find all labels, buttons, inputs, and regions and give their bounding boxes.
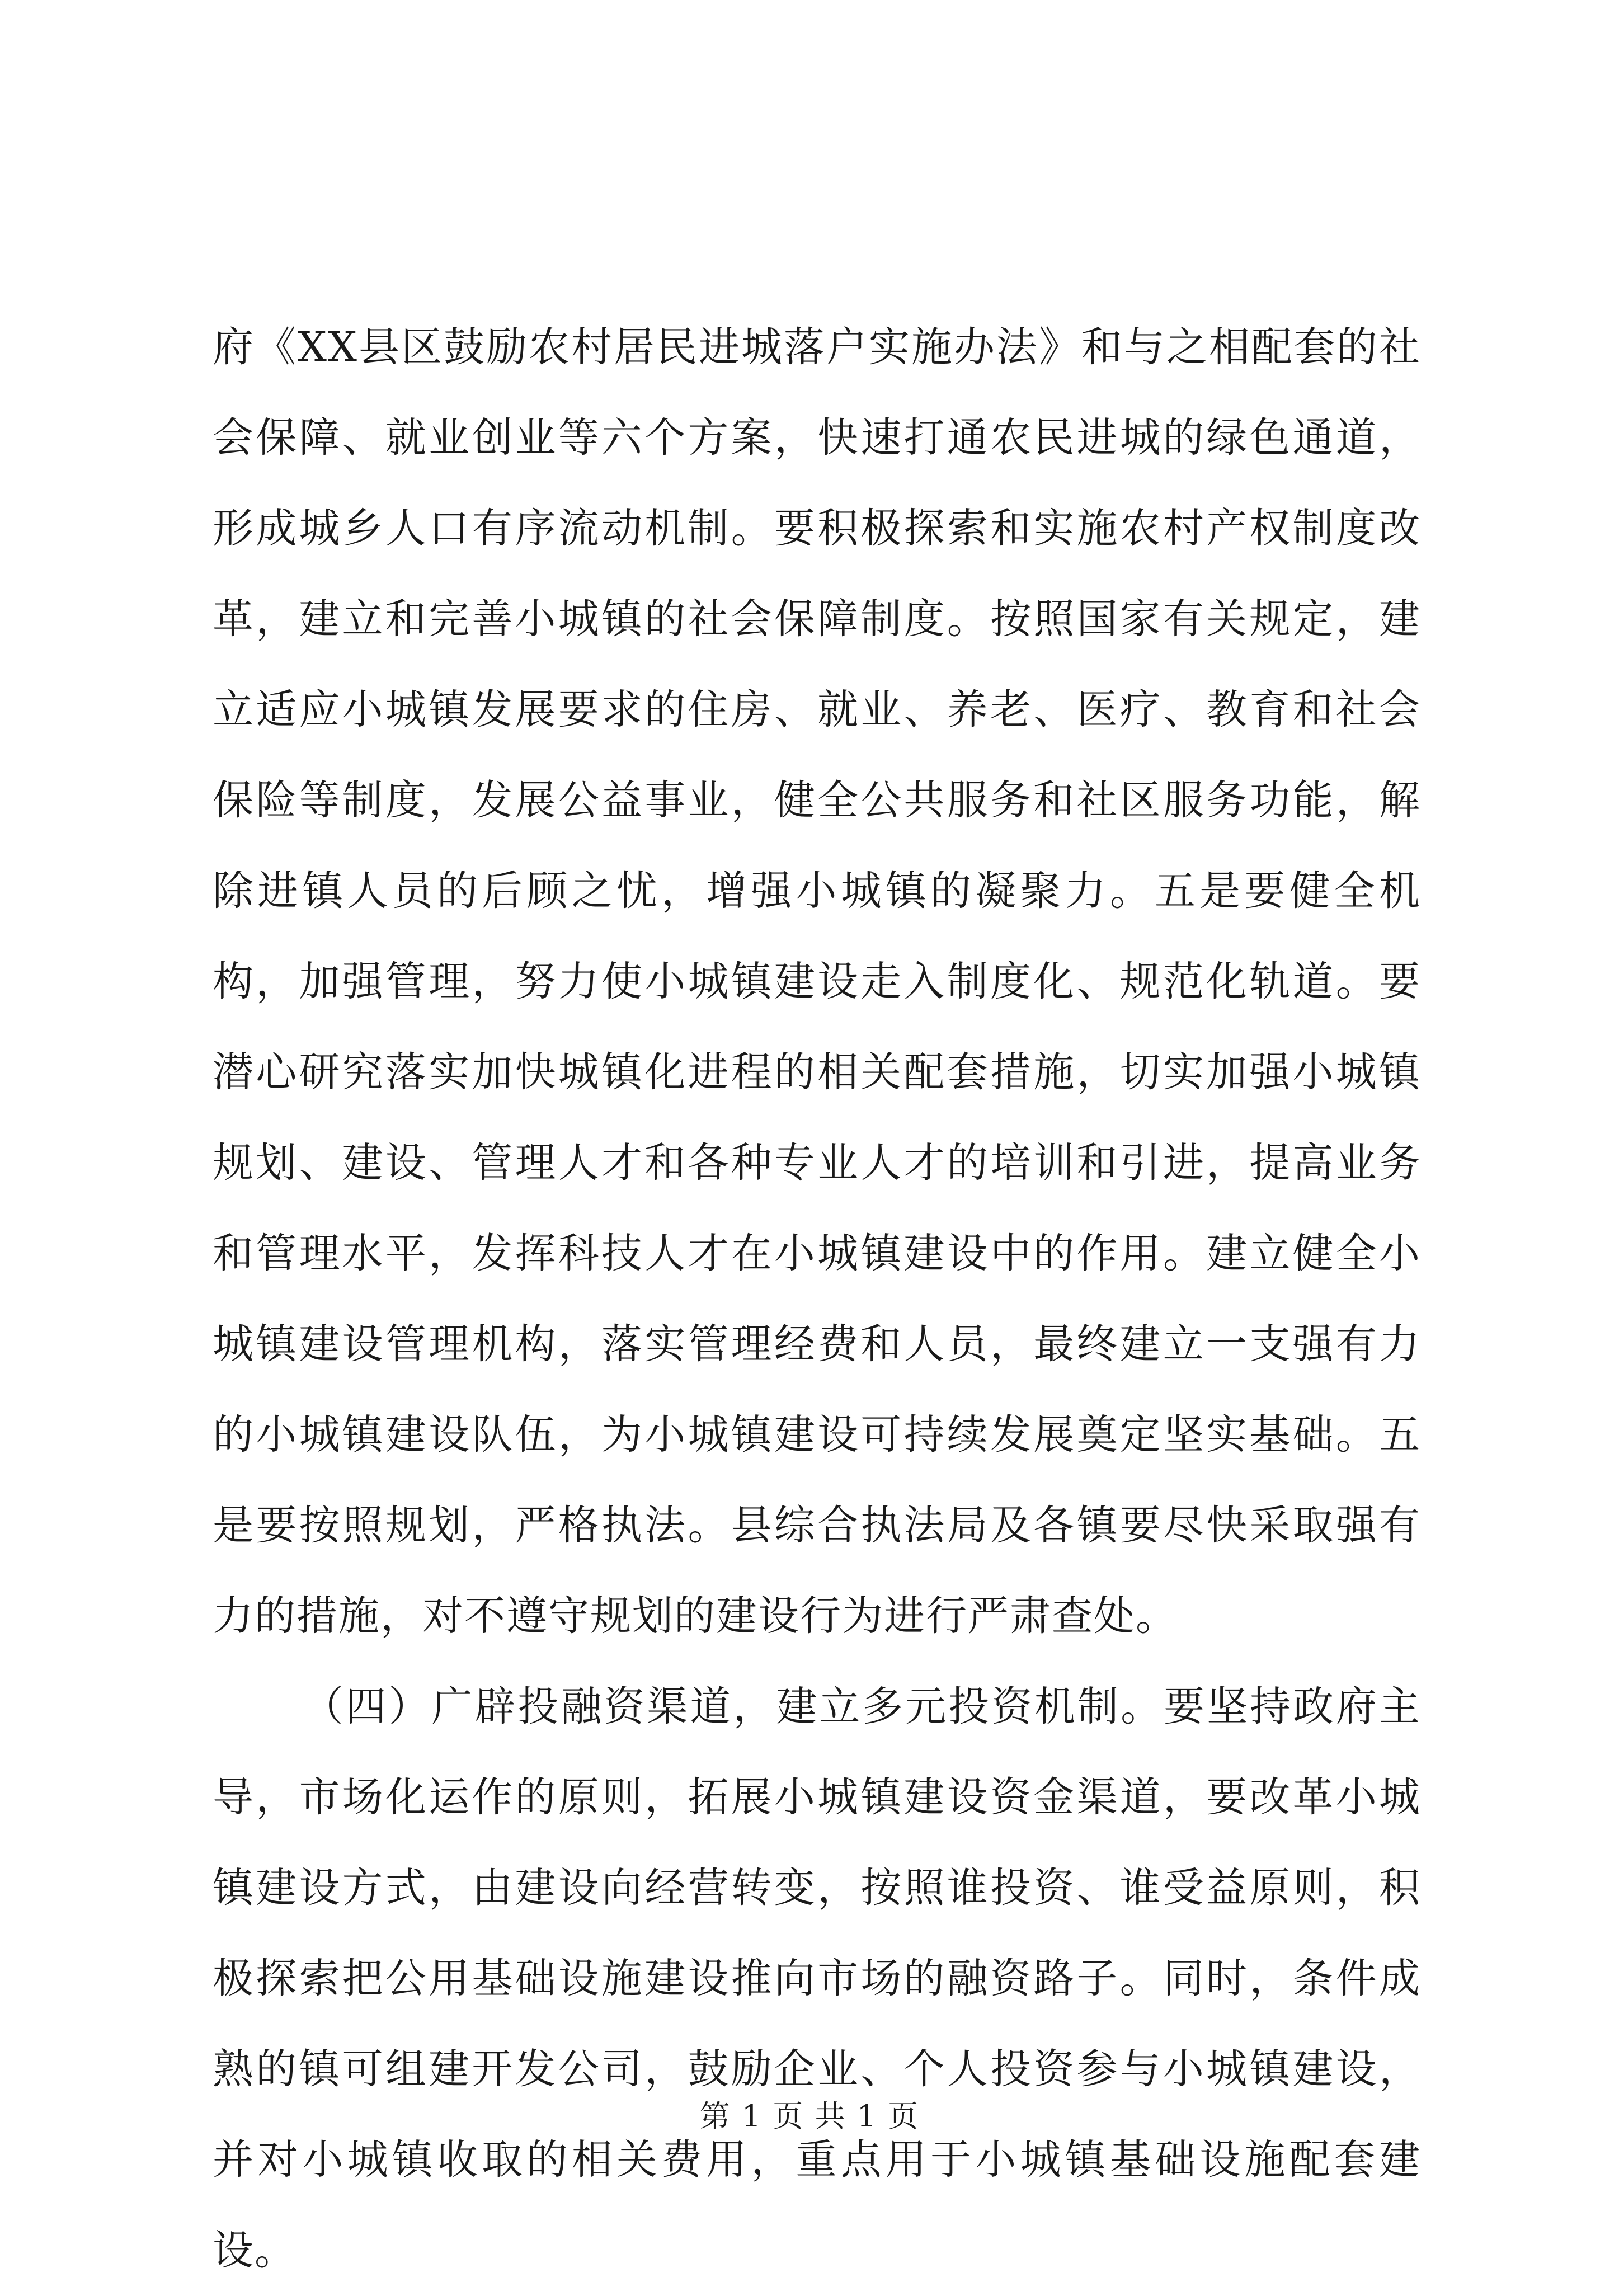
paragraph-section-four: （四）广辟投融资渠道，建立多元投资机制。要坚持政府主导，市场化运作的原则，拓展小城镇建设资金渠道，要改革小城镇建设方式，由建设向经营转变，按照谁投资、谁受益原则，积极探索把公用基础设施建设推向市场的融资路子。同时，条件成熟的镇可组建开发公司，鼓励企业、个人投资参与小城镇建设，并对小城镇收取的相关费用，重点用于小城镇基础设施配套建设。 xyxy=(213,1683,1421,2274)
paragraph-continued: 府《XX县区鼓励农村居民进城落户实施办法》和与之相配套的社会保障、就业创业等六个方案，快速打通农民进城的绿色通道，形成城乡人口有序流动机制。要积极探索和实施农村产权制度改革，建立和完善小城镇的社会保障制度。按照国家有关规定，建立适应小城镇发展要求的住房、就业、养老、医疗、教育和社会保险等制度，发展公益事业，健全公共服务和社区服务功能，解除进镇人员的后顾之忧，增强小城镇的凝聚力。五是要健全机构，加强管理，努力使小城镇建设走入制度化、规范化轨道。要潜心研究落实加快城镇化进程的相关配套措施，切实加强小城镇规划、建设、管理人才和各种专业人才的培训和引进，提高业务和管理水平，发挥科技人才在小城镇建设中的作用。建立健全小城镇建设管理机构，落实管理经费和人员，最终建立一支强有力的小城镇建设队伍，为小城镇建设可持续发展奠定坚实基础。五是要按照规划，严格执法。县综合执法局及各镇要尽快采取强有力的措施，对不遵守规划的建设行为进行严肃查处。 xyxy=(213,323,1421,1640)
page-footer: 第 1 页 共 1 页 xyxy=(699,2099,920,2134)
document-body xyxy=(213,302,1421,2296)
